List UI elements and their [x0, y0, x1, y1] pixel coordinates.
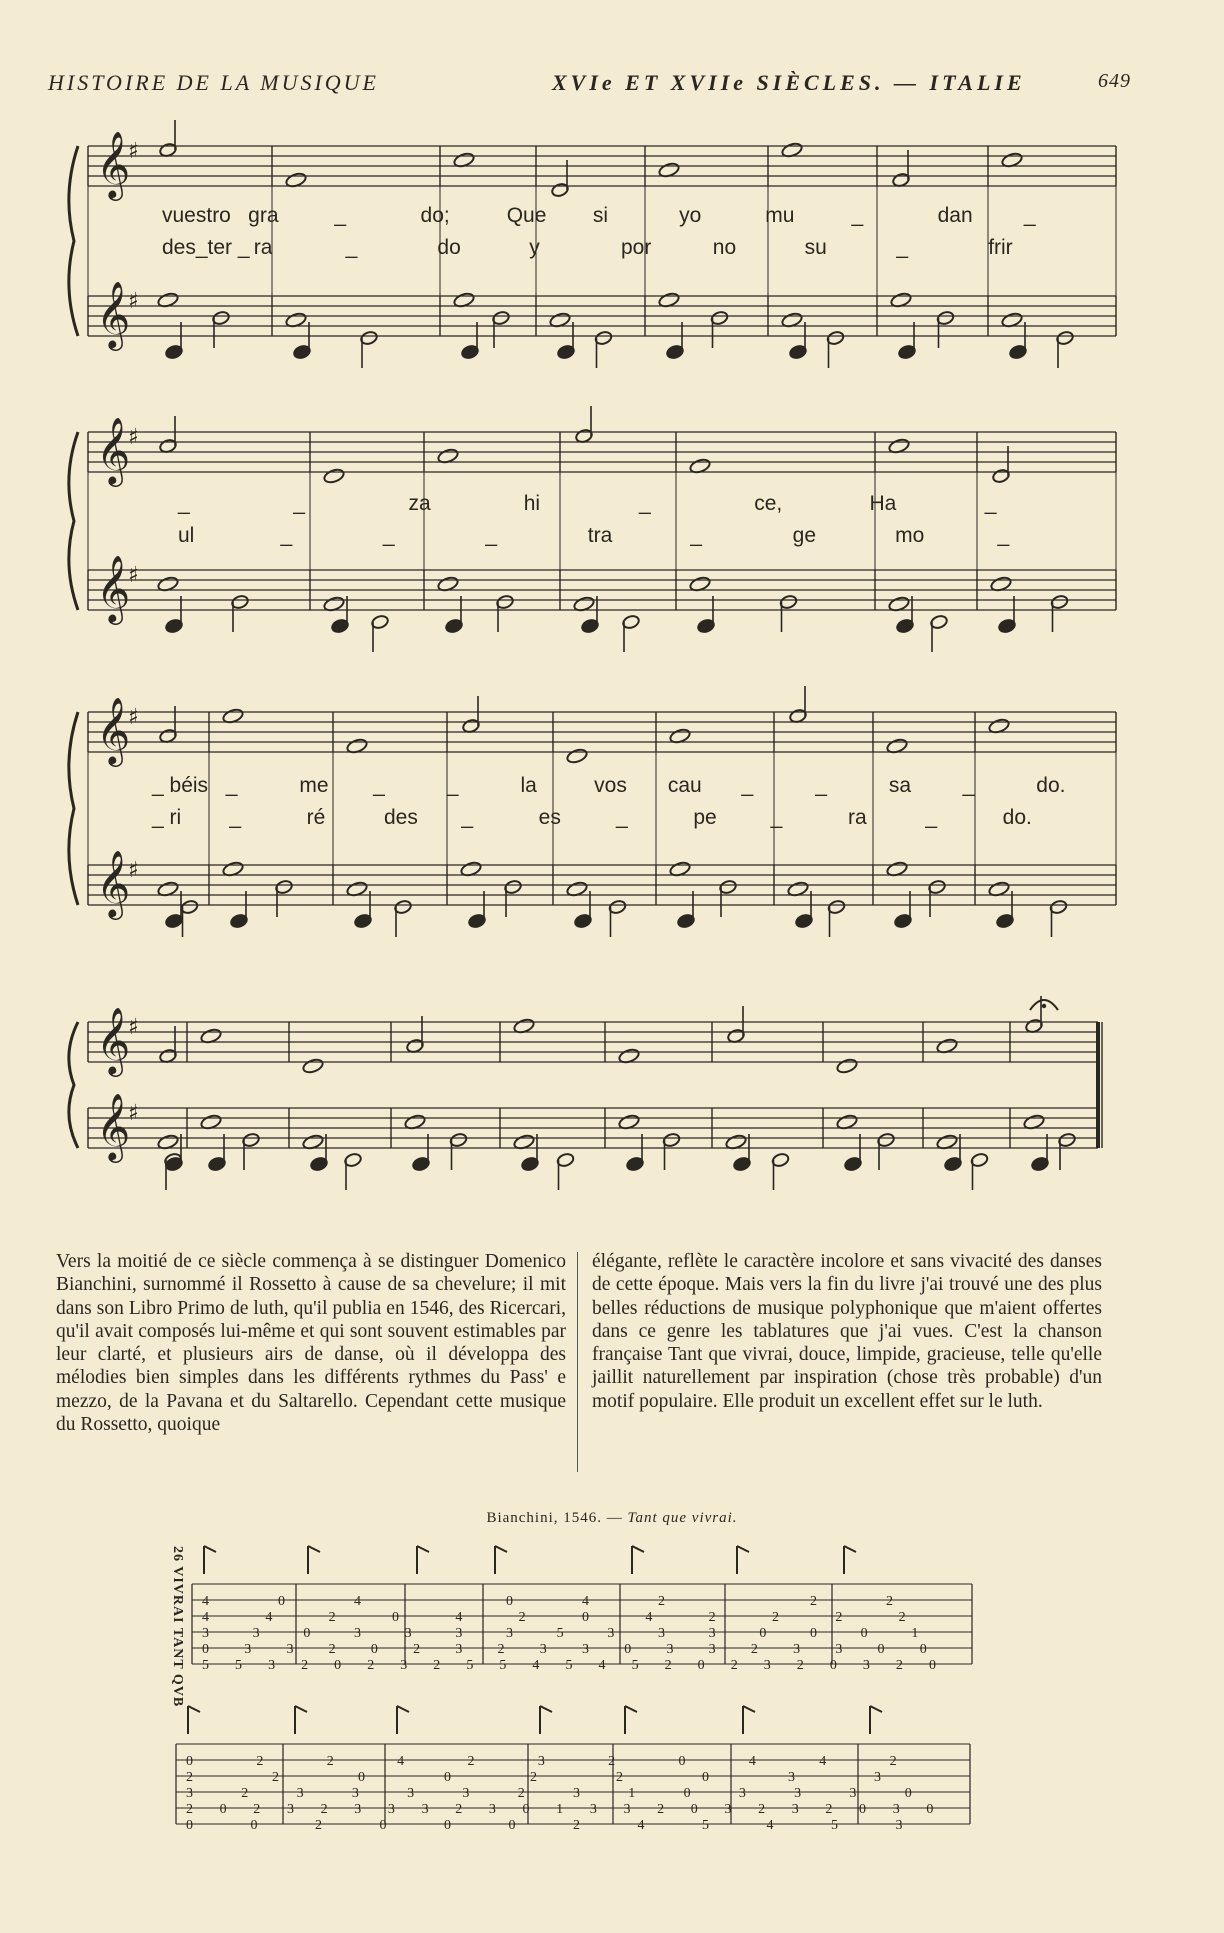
lyric-syllable: _	[770, 806, 783, 829]
key-signature-sharp: ♯	[128, 1100, 139, 1126]
tab-fret-number: 4	[748, 1754, 756, 1769]
system-2-brace	[69, 432, 78, 610]
tab-fret-number: 3	[506, 1626, 513, 1641]
lyric-syllable: _	[178, 492, 190, 515]
tab-fret-number: 3	[252, 1626, 260, 1641]
tab-fret-number: 0	[444, 1770, 451, 1785]
tab-fret-number: 2	[895, 1658, 903, 1673]
tab-fret-number: 3	[404, 1626, 412, 1641]
tab-fret-number: 2	[573, 1818, 580, 1833]
lyric-syllable: _	[461, 806, 474, 829]
tab-fret-number: 3	[892, 1802, 900, 1817]
tab-fret-number: 2	[758, 1802, 766, 1817]
tab-fret-number: 4	[645, 1610, 653, 1625]
tab-fret-number: 5	[631, 1658, 639, 1673]
tab-rhythm-flag	[540, 1706, 552, 1712]
tab-fret-number: 5	[466, 1658, 474, 1673]
tab-fret-number: 2	[825, 1802, 833, 1817]
tab-fret-number: 5	[831, 1818, 838, 1833]
treble-clef: 𝄞	[96, 280, 131, 348]
lyric-syllable: des	[384, 806, 418, 829]
tab-fret-number: 2	[750, 1642, 758, 1657]
lyric-syllable: _	[997, 524, 1010, 547]
lyric-syllable: _	[345, 236, 358, 259]
tab-fret-number: 3	[488, 1802, 496, 1817]
tab-fret-number: 5	[556, 1626, 564, 1641]
treble-clef: 𝄞	[96, 416, 131, 484]
tab-fret-number: 1	[628, 1786, 636, 1801]
running-header-title: HISTOIRE DE LA MUSIQUE	[48, 70, 379, 95]
tab-fret-number: 0	[278, 1594, 285, 1609]
lyric-syllable: _	[639, 492, 651, 515]
tab-fret-number: 2	[664, 1658, 672, 1673]
tab-fret-number: 4	[637, 1818, 645, 1833]
tab-fret-number: 0	[522, 1802, 530, 1817]
tab-fret-number: 2	[517, 1786, 525, 1801]
lyric-syllable: me	[299, 774, 329, 797]
tab-fret-number: 3	[286, 1642, 294, 1657]
tab-rhythm-flag	[417, 1546, 429, 1552]
tab-fret-number: 3	[455, 1642, 463, 1657]
tab-fret-number: 2	[320, 1802, 328, 1817]
tab-fret-number: 2	[328, 1642, 336, 1657]
body-text-left-column: Vers la moitié de ce siècle commença à se distinguer Domenico Bianchini, surnommé il Rossetto à cause de sa chevelure; il mit dans son Libro Primo de luth, qu'il publia en 1546, des Ricercari, qu'il avait composés lui-même et qui sont souvent estimables par leur clarté, et plusieurs airs de danse, où il développa des mélodies bien simples dans les différents rythmes du Pass' e mezzo, de la Pavana et du Saltarello. Cependant cette musique du Rossetto, quoique	[56, 1251, 566, 1436]
body-text-right-column: élégante, reflète le caractère incolore et sans vivacité des danses de cette époque. Mais vers la fin du livre j'ai trouvé une des plus belles réductions de musique polyphonique que m'aient offertes dans ce genre les tablatures que j'ai vues. C'est la chanson française Tant que vivrai, douce, limpide, gracieuse, telle qu'elle jaillit naturellement par inspiration (chose très probable) d'un motif populaire. Elle produit un excellent effet sur le luth.	[592, 1251, 1102, 1412]
tab-fret-number: 3	[407, 1786, 415, 1801]
tab-fret-number: 2	[796, 1658, 804, 1673]
tab-rhythm-flag	[743, 1706, 755, 1712]
key-signature-sharp: ♯	[128, 704, 139, 730]
tab-fret-number: 0	[250, 1818, 258, 1833]
tab-fret-number: 4	[265, 1610, 273, 1625]
tab-fret-number: 4	[819, 1754, 827, 1769]
tab-fret-number: 4	[766, 1818, 774, 1833]
system-4-brace	[69, 1022, 78, 1148]
tab-fret-number: 2	[518, 1610, 526, 1625]
lyric-syllable: do;	[420, 204, 450, 227]
tab-fret-number: 2	[497, 1642, 505, 1657]
tab-fret-number: 4	[598, 1658, 606, 1673]
treble-clef: 𝄞	[96, 554, 131, 622]
lyric-syllable: _	[1023, 204, 1036, 227]
lyric-syllable: _	[293, 492, 305, 515]
tab-fret-number: 3	[658, 1626, 665, 1641]
tab-fret-number: 2	[253, 1802, 261, 1817]
lyric-syllable: _	[373, 774, 385, 797]
treble-clef: 𝄞	[96, 696, 131, 764]
tablature-caption-author: Bianchini, 1546. —	[486, 1510, 623, 1526]
key-signature-sharp: ♯	[128, 288, 139, 314]
lyric-syllable: _	[229, 806, 242, 829]
tab-fret-number: 3	[286, 1802, 294, 1817]
tab-fret-number: 3	[573, 1786, 580, 1801]
tab-fret-number: 2	[530, 1770, 537, 1785]
lyric-syllable: _	[485, 524, 498, 547]
tablature-caption-title: Tant que vivrai.	[627, 1510, 738, 1526]
tablature-caption	[0, 1510, 1224, 1527]
tab-fret-number: 2	[315, 1818, 322, 1833]
tab-fret-number: 2	[886, 1594, 893, 1609]
lyric-syllable: gra	[248, 204, 279, 227]
tab-rhythm-flag	[625, 1706, 637, 1712]
tab-fret-number: 2	[455, 1802, 463, 1817]
tab-fret-number: 4	[455, 1610, 463, 1625]
tab-fret-number: 3	[400, 1658, 408, 1673]
lyric-syllable: _ ri	[152, 806, 182, 829]
tab-fret-number: 2	[616, 1770, 623, 1785]
tab-fret-number: 5	[202, 1658, 209, 1673]
lyric-syllable: _	[690, 524, 702, 547]
tab-fret-number: 4	[532, 1658, 540, 1673]
tab-fret-number: 3	[724, 1802, 732, 1817]
tab-fret-number: 2	[186, 1770, 193, 1785]
tab-fret-number: 0	[392, 1610, 399, 1625]
tab-fret-number: 3	[202, 1626, 209, 1641]
tab-fret-number: 2	[772, 1610, 779, 1625]
tab-fret-number: 2	[326, 1754, 334, 1769]
tab-fret-number: 3	[849, 1786, 857, 1801]
lyric-syllable: do.	[1002, 806, 1032, 829]
tab-fret-number: 0	[219, 1802, 227, 1817]
tab-fret-number: 3	[791, 1802, 799, 1817]
tab-fret-number: 0	[202, 1642, 209, 1657]
tab-fret-number: 3	[763, 1658, 771, 1673]
tab-fret-number: 0	[877, 1642, 885, 1657]
tab-fret-number: 0	[444, 1818, 451, 1833]
tab-fret-number: 3	[462, 1786, 470, 1801]
note-head	[836, 1057, 859, 1074]
tablature-side-label: 26 VIVRAI TANT QVB	[170, 1546, 185, 1708]
tab-fret-number: 1	[911, 1626, 919, 1641]
tab-fret-number: 3	[537, 1754, 545, 1769]
column-divider	[577, 1252, 578, 1472]
lyric-syllable: hi	[523, 492, 541, 515]
tab-fret-number: 2	[608, 1754, 616, 1769]
tab-fret-number: 3	[708, 1626, 716, 1641]
tab-rhythm-flag	[495, 1546, 507, 1552]
tab-fret-number: 2	[367, 1658, 375, 1673]
running-header-section: XVIe ET XVIIe SIÈCLES. — ITALIE	[552, 70, 1026, 95]
tab-fret-number: 3	[835, 1642, 843, 1657]
tab-fret-number: 0	[759, 1626, 767, 1641]
tab-fret-number: 3	[793, 1642, 801, 1657]
lyric-syllable: tra	[587, 524, 613, 547]
tab-fret-number: 0	[810, 1626, 817, 1641]
lyric-syllable: por	[621, 236, 652, 259]
tab-fret-number: 4	[202, 1594, 209, 1609]
system-1-brace	[69, 146, 78, 336]
tab-fret-number: 2	[241, 1786, 249, 1801]
lyric-syllable: _	[334, 204, 347, 227]
lyric-syllable: no	[712, 236, 737, 259]
lyric-syllable: Ha	[869, 492, 897, 515]
lyric-syllable: _	[984, 492, 997, 515]
lyric-syllable: ra	[253, 236, 273, 259]
tab-fret-number: 2	[328, 1610, 336, 1625]
tab-fret-number: 0	[186, 1818, 193, 1833]
lyric-syllable: _	[280, 524, 293, 547]
tab-fret-number: 0	[697, 1658, 705, 1673]
note-head	[323, 467, 346, 484]
tab-fret-number: 3	[862, 1658, 870, 1673]
tab-fret-number: 0	[508, 1818, 516, 1833]
tab-fret-number: 4	[397, 1754, 405, 1769]
lyric-syllable: _	[962, 774, 975, 797]
tab-fret-number: 2	[256, 1754, 264, 1769]
lyric-syllable: ce,	[754, 492, 783, 515]
tab-fret-number: 5	[235, 1658, 243, 1673]
lyric-syllable: _	[741, 774, 754, 797]
tab-fret-number: 5	[702, 1818, 709, 1833]
lyric-syllable: cau	[667, 774, 702, 797]
treble-clef: 𝄞	[96, 130, 131, 198]
tab-fret-number: 3	[354, 1626, 361, 1641]
treble-clef: 𝄞	[96, 1092, 131, 1160]
tab-fret-number: 3	[788, 1770, 795, 1785]
lyric-syllable: ré	[306, 806, 326, 829]
lyric-syllable: do	[437, 236, 461, 259]
tab-fret-number: 2	[301, 1658, 309, 1673]
tab-rhythm-flag	[308, 1546, 320, 1552]
lyric-syllable: la	[520, 774, 537, 797]
tab-fret-number: 3	[623, 1802, 631, 1817]
tab-fret-number: 3	[351, 1786, 359, 1801]
tab-fret-number: 0	[358, 1770, 365, 1785]
lyric-syllable: sa	[888, 774, 912, 797]
tab-fret-number: 4	[582, 1594, 589, 1609]
tab-fret-number: 0	[928, 1658, 936, 1673]
tab-fret-number: 2	[835, 1610, 843, 1625]
tab-fret-number: 3	[539, 1642, 547, 1657]
tab-fret-number: 0	[690, 1802, 698, 1817]
tab-fret-number: 0	[702, 1770, 709, 1785]
tab-rhythm-flag	[188, 1706, 200, 1712]
tab-fret-number: 3	[268, 1658, 276, 1673]
tab-fret-number: 2	[810, 1594, 817, 1609]
tab-fret-number: 2	[467, 1754, 475, 1769]
tab-fret-number: 0	[624, 1642, 632, 1657]
lyric-syllable: _	[815, 774, 827, 797]
lyric-syllable: _	[851, 204, 864, 227]
tab-fret-number: 3	[296, 1786, 304, 1801]
fermata-dot	[1042, 1004, 1046, 1008]
lyric-syllable: za	[408, 492, 431, 515]
lyric-syllable: _	[616, 806, 628, 829]
tab-fret-number: 0	[926, 1802, 934, 1817]
lyric-syllable: vos	[594, 774, 627, 797]
tab-fret-number: 3	[794, 1786, 802, 1801]
key-signature-sharp: ♯	[128, 857, 139, 883]
lyric-syllable: _	[382, 524, 395, 547]
tab-fret-number: 3	[582, 1642, 589, 1657]
tab-fret-number: 0	[683, 1786, 691, 1801]
tab-fret-number: 3	[708, 1642, 716, 1657]
tab-fret-number: 0	[904, 1786, 912, 1801]
lyric-syllable: pe	[693, 806, 717, 829]
tab-fret-number: 5	[565, 1658, 573, 1673]
tab-fret-number: 0	[379, 1818, 387, 1833]
tab-rhythm-flag	[397, 1706, 409, 1712]
system-3-brace	[69, 712, 78, 905]
lyric-syllable: ge	[792, 524, 817, 547]
tab-fret-number: 2	[272, 1770, 279, 1785]
tab-fret-number: 2	[433, 1658, 441, 1673]
lyric-syllable: es	[538, 806, 561, 829]
tab-rhythm-flag	[870, 1706, 882, 1712]
key-signature-sharp: ♯	[128, 562, 139, 588]
tab-fret-number: 4	[354, 1594, 361, 1609]
tab-fret-number: 2	[657, 1802, 665, 1817]
lyric-syllable: do.	[1036, 774, 1066, 797]
tab-fret-number: 3	[895, 1818, 903, 1833]
lyric-syllable: frir	[988, 236, 1013, 259]
tab-fret-number: 3	[607, 1626, 615, 1641]
tab-fret-number: 4	[202, 1610, 209, 1625]
tab-fret-number: 3	[387, 1802, 395, 1817]
tab-fret-number: 0	[303, 1626, 311, 1641]
tab-fret-number: 0	[582, 1610, 589, 1625]
treble-clef: 𝄞	[96, 849, 131, 917]
tab-fret-number: 3	[666, 1642, 674, 1657]
lyric-syllable: yo	[679, 204, 702, 227]
tab-fret-number: 0	[370, 1642, 378, 1657]
lyric-syllable: si	[592, 204, 609, 227]
tab-fret-number: 2	[889, 1754, 897, 1769]
lyric-syllable: ra	[848, 806, 867, 829]
lyric-syllable: _ béis	[152, 774, 209, 797]
tab-fret-number: 0	[829, 1658, 837, 1673]
lyric-syllable: su	[804, 236, 827, 259]
lyric-syllable: _	[925, 806, 938, 829]
tab-fret-number: 3	[354, 1802, 362, 1817]
tab-fret-number: 3	[455, 1626, 463, 1641]
tab-fret-number: 3	[244, 1642, 252, 1657]
tab-rhythm-flag	[737, 1546, 749, 1552]
tab-fret-number: 0	[859, 1802, 867, 1817]
tab-fret-number: 3	[874, 1770, 881, 1785]
treble-clef: 𝄞	[96, 1006, 131, 1074]
tab-fret-number: 5	[499, 1658, 507, 1673]
tab-fret-number: 0	[919, 1642, 927, 1657]
lyric-syllable: ul	[178, 524, 195, 547]
tab-fret-number: 0	[186, 1754, 193, 1769]
lyric-syllable: _	[896, 236, 909, 259]
tab-rhythm-flag	[204, 1546, 216, 1552]
key-signature-sharp: ♯	[128, 138, 139, 164]
lyric-syllable: vuestro	[162, 204, 231, 227]
tab-rhythm-flag	[632, 1546, 644, 1552]
lyric-syllable: mo	[895, 524, 925, 547]
tab-fret-number: 2	[730, 1658, 738, 1673]
tab-fret-number: 1	[556, 1802, 564, 1817]
key-signature-sharp: ♯	[128, 424, 139, 450]
lyric-syllable: des_ter _	[162, 236, 250, 259]
tab-fret-number: 0	[860, 1626, 868, 1641]
tab-rhythm-flag	[844, 1546, 856, 1552]
tab-fret-number: 2	[658, 1594, 665, 1609]
lyric-syllable: _	[446, 774, 459, 797]
tab-fret-number: 3	[738, 1786, 746, 1801]
note-head	[566, 747, 589, 764]
tab-fret-number: 2	[898, 1610, 906, 1625]
tab-fret-number: 2	[708, 1610, 716, 1625]
tab-fret-number: 2	[186, 1802, 193, 1817]
lyric-syllable: mu	[765, 204, 795, 227]
tab-fret-number: 3	[589, 1802, 597, 1817]
key-signature-sharp: ♯	[128, 1014, 139, 1040]
lyric-syllable: dan	[937, 204, 973, 227]
tab-fret-number: 2	[413, 1642, 421, 1657]
page-number: 649	[1098, 70, 1131, 92]
tab-rhythm-flag	[295, 1706, 307, 1712]
lyric-syllable: _	[225, 774, 238, 797]
tab-fret-number: 3	[186, 1786, 193, 1801]
tab-fret-number: 0	[334, 1658, 342, 1673]
lyric-syllable: Que	[506, 204, 547, 227]
tab-fret-number: 3	[421, 1802, 429, 1817]
tab-fret-number: 0	[678, 1754, 686, 1769]
tab-fret-number: 0	[506, 1594, 513, 1609]
lyric-syllable: y	[529, 236, 540, 259]
note-head	[302, 1057, 325, 1074]
